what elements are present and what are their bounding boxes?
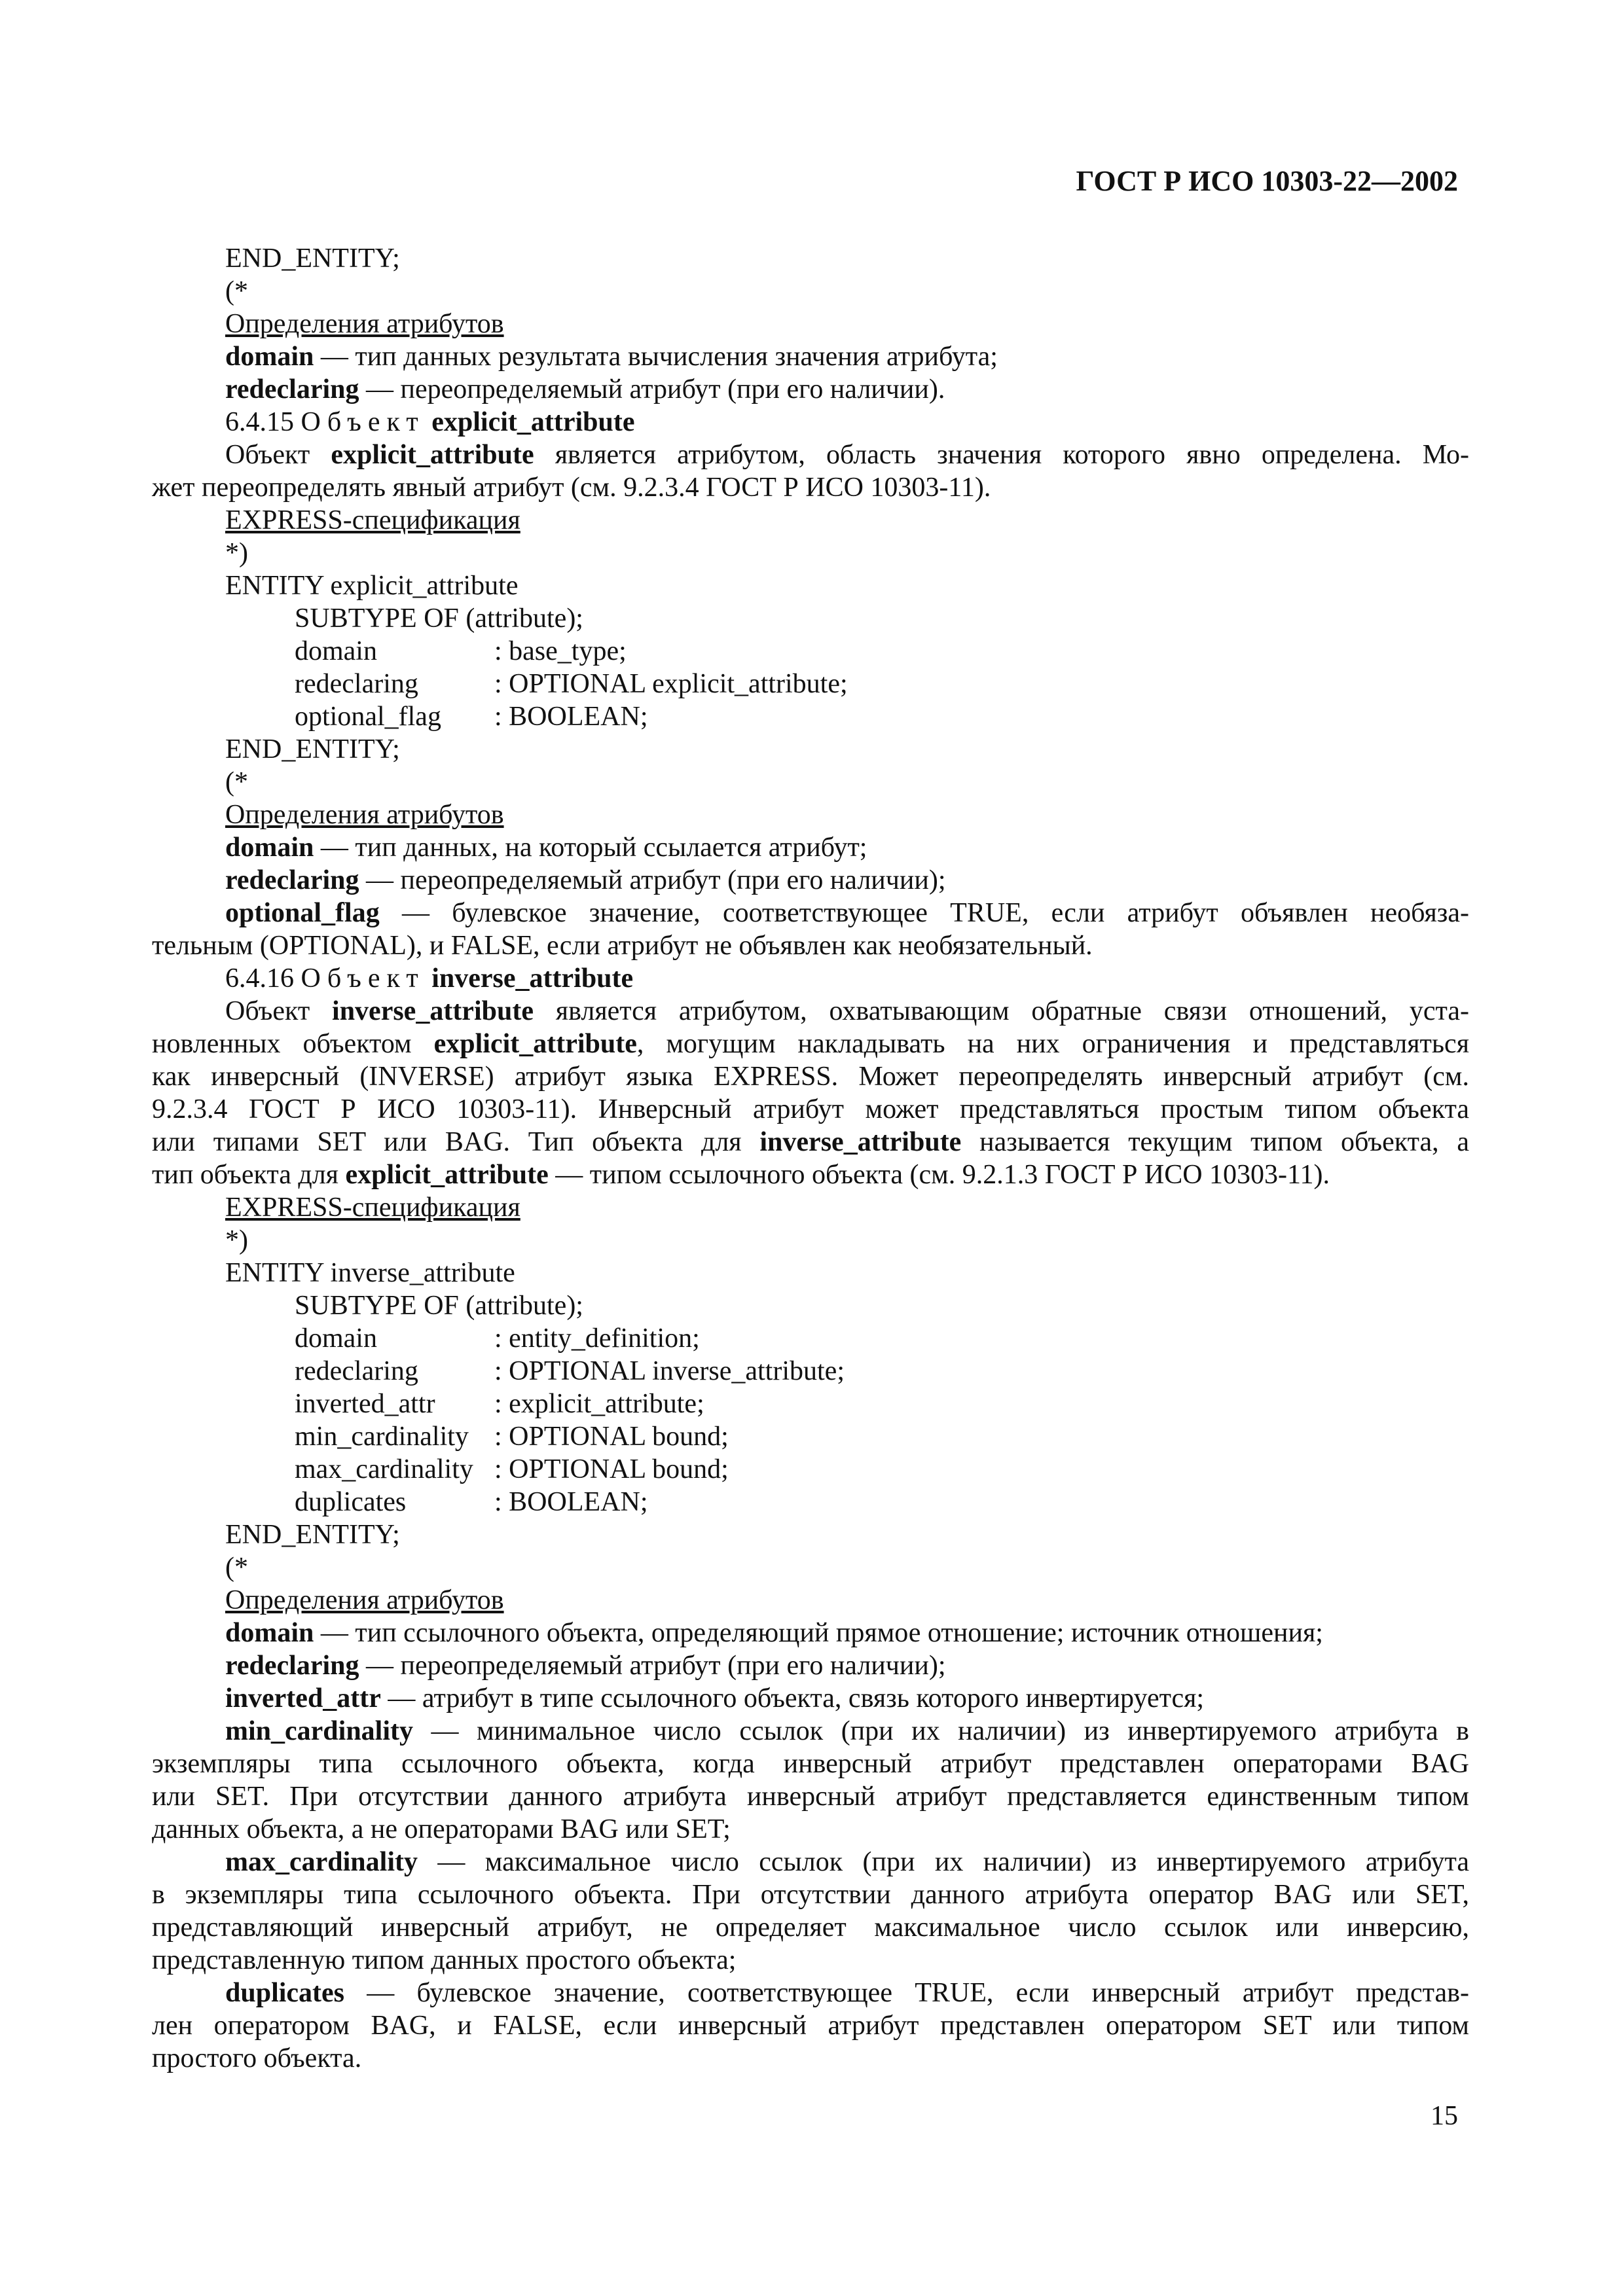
code-attribute bbox=[152, 700, 1469, 733]
term: redeclaring bbox=[225, 374, 359, 404]
paragraph-line: простого объекта. bbox=[152, 2043, 362, 2073]
definition-line: duplicates — булевское значение, соответствующее TRUE, если инверсный атрибут представ- bbox=[225, 1978, 1469, 2008]
clause-number: 6.4.16 bbox=[225, 963, 301, 994]
attribute-name: max_cardinality bbox=[295, 1454, 473, 1484]
definition-line: domain — тип данных, на который ссылается атрибут; bbox=[225, 833, 867, 863]
definition-line: redeclaring — переопределяемый атрибут (при его наличии); bbox=[225, 865, 946, 895]
code-attribute bbox=[152, 1486, 1469, 1518]
paragraph-line: тельным (OPTIONAL), и FALSE, если атрибут не объявлен как необязательный. bbox=[152, 931, 1093, 961]
section-heading bbox=[152, 308, 1469, 340]
paragraph-line: жет переопределять явный атрибут (см. 9.2.3.4 ГОСТ Р ИСО 10303-11). bbox=[152, 473, 991, 503]
paragraph-line: тип объекта для explicit_attribute — типом ссылочного объекта (см. 9.2.1.3 ГОСТ Р ИСО 10303-11). bbox=[152, 1160, 1330, 1190]
code-attribute bbox=[152, 635, 1469, 668]
term: explicit_attribute bbox=[331, 440, 534, 470]
paragraph-line: представленную типом данных простого объекта; bbox=[152, 1945, 737, 1975]
code-attribute bbox=[152, 1322, 1469, 1355]
code-line: *) bbox=[225, 1225, 248, 1255]
running-header: ГОСТ Р ИСО 10303-22—2002 bbox=[1076, 165, 1458, 197]
term: inverted_attr bbox=[225, 1683, 381, 1713]
attribute-type: : BOOLEAN; bbox=[494, 1487, 648, 1517]
attribute-type: : explicit_attribute; bbox=[494, 1389, 704, 1419]
attribute-type: : OPTIONAL inverse_attribute; bbox=[494, 1356, 845, 1386]
term: optional_flag bbox=[225, 898, 380, 928]
code-line: *) bbox=[225, 538, 248, 568]
paragraph-line: представляющий инверсный атрибут, не определяет максимальное число ссылок или инверсию, bbox=[152, 1912, 1469, 1943]
clause-heading bbox=[152, 406, 1469, 439]
paragraph-line: лен оператором BAG, и FALSE, если инверсный атрибут представлен оператором SET или типом bbox=[152, 2011, 1469, 2041]
paragraph-line: новленных объектом explicit_attribute, могущим накладывать на них ограничения и представляться bbox=[152, 1029, 1470, 1059]
paragraph-line: данных объекта, а не операторами BAG или SET; bbox=[152, 1814, 731, 1844]
code-line: END_ENTITY; bbox=[225, 1520, 400, 1550]
definition-line: domain — тип ссылочного объекта, определяющий прямое отношение; источник отношения; bbox=[225, 1618, 1323, 1648]
code-line: (* bbox=[225, 1552, 248, 1583]
attribute-name: min_cardinality bbox=[295, 1422, 469, 1452]
definition-line: inverted_attr — атрибут в типе ссылочного объекта, связь которого инвертируется; bbox=[225, 1683, 1205, 1713]
attribute-name: domain bbox=[295, 636, 377, 666]
definition-text: — тип данных результата вычисления значения атрибута; bbox=[314, 342, 998, 372]
clause-word: Объект bbox=[301, 407, 425, 437]
paragraph-line: экземпляры типа ссылочного объекта, когда инверсный атрибут представлен операторами BAG bbox=[152, 1749, 1469, 1779]
code-line: (* bbox=[225, 767, 248, 797]
clause-heading bbox=[152, 962, 1469, 995]
section-heading bbox=[152, 1584, 1469, 1617]
term: max_cardinality bbox=[225, 1847, 418, 1877]
attribute-type: : base_type; bbox=[494, 636, 627, 666]
page-number: 15 bbox=[1431, 2101, 1458, 2131]
code-attribute bbox=[152, 668, 1469, 700]
heading-text: Определения атрибутов bbox=[225, 1585, 504, 1615]
term: min_cardinality bbox=[225, 1716, 414, 1746]
term: explicit_attribute bbox=[433, 1029, 637, 1059]
heading-text: Определения атрибутов bbox=[225, 800, 504, 830]
term: domain bbox=[225, 1618, 314, 1648]
code-line: ENTITY explicit_attribute bbox=[225, 571, 519, 601]
paragraph-line: Объект inverse_attribute является атрибутом, охватывающим обратные связи отношений, уста- bbox=[225, 996, 1469, 1026]
code-line: END_ENTITY; bbox=[225, 734, 400, 764]
attribute-name: redeclaring bbox=[295, 1356, 418, 1386]
clause-entity: explicit_attribute bbox=[424, 407, 635, 437]
heading-text: EXPRESS-спецификация bbox=[225, 505, 520, 535]
code-attribute bbox=[152, 1355, 1469, 1388]
paragraph-line: как инверсный (INVERSE) атрибут языка EXPRESS. Может переопределять инверсный атрибут (см. bbox=[152, 1062, 1469, 1092]
term: redeclaring bbox=[225, 865, 359, 895]
section-heading bbox=[152, 504, 1469, 537]
term: inverse_attribute bbox=[332, 996, 534, 1026]
definition-text: — переопределяемый атрибут (при его наличии). bbox=[359, 374, 945, 404]
definition-line bbox=[152, 373, 1469, 406]
section-heading bbox=[152, 798, 1469, 831]
attribute-type: : BOOLEAN; bbox=[494, 702, 648, 732]
code-line: (* bbox=[225, 276, 248, 306]
attribute-name: redeclaring bbox=[295, 669, 418, 699]
code-attribute bbox=[152, 1388, 1469, 1420]
heading-text: Определения атрибутов bbox=[225, 309, 504, 339]
attribute-type: : OPTIONAL bound; bbox=[494, 1454, 729, 1484]
code-line: SUBTYPE OF (attribute); bbox=[295, 603, 583, 634]
term: redeclaring bbox=[225, 1651, 359, 1681]
attribute-type: : OPTIONAL bound; bbox=[494, 1422, 729, 1452]
term: domain bbox=[225, 342, 314, 372]
term: explicit_attribute bbox=[345, 1160, 549, 1190]
code-line: ENTITY inverse_attribute bbox=[225, 1258, 515, 1288]
section-heading bbox=[152, 1191, 1469, 1224]
page-body bbox=[152, 242, 1469, 2075]
term: inverse_attribute bbox=[759, 1127, 962, 1157]
attribute-name: optional_flag bbox=[295, 702, 441, 732]
clause-entity: inverse_attribute bbox=[424, 963, 634, 994]
heading-text: EXPRESS-спецификация bbox=[225, 1193, 520, 1223]
attribute-name: inverted_attr bbox=[295, 1389, 435, 1419]
attribute-type: : OPTIONAL explicit_attribute; bbox=[494, 669, 848, 699]
attribute-type: : entity_definition; bbox=[494, 1323, 700, 1354]
term: domain bbox=[225, 833, 314, 863]
definition-line bbox=[152, 340, 1469, 373]
definition-line: min_cardinality — минимальное число ссылок (при их наличии) из инвертируемого атрибута в bbox=[225, 1716, 1469, 1746]
clause-word: Объект bbox=[301, 963, 425, 994]
definition-line: optional_flag — булевское значение, соответствующее TRUE, если атрибут объявлен необяза- bbox=[225, 898, 1469, 928]
attribute-name: duplicates bbox=[295, 1487, 407, 1517]
code-line: END_ENTITY; bbox=[225, 243, 400, 274]
clause-number: 6.4.15 bbox=[225, 407, 301, 437]
definition-line: redeclaring — переопределяемый атрибут (при его наличии); bbox=[225, 1651, 946, 1681]
code-attribute bbox=[152, 1420, 1469, 1453]
term: duplicates bbox=[225, 1978, 345, 2008]
code-line: SUBTYPE OF (attribute); bbox=[295, 1291, 583, 1321]
paragraph-line: в экземпляры типа ссылочного объекта. При отсутствии данного атрибута оператор BAG или SET, bbox=[152, 1880, 1469, 1910]
attribute-name: domain bbox=[295, 1323, 377, 1354]
definition-line: max_cardinality — максимальное число ссылок (при их наличии) из инвертируемого атрибута bbox=[225, 1847, 1469, 1877]
paragraph-line: или SET. При отсутствии данного атрибута инверсный атрибут представляется единственным типом bbox=[152, 1782, 1469, 1812]
paragraph-line: 9.2.3.4 ГОСТ Р ИСО 10303-11). Инверсный атрибут может представляться простым типом объекта bbox=[152, 1094, 1469, 1124]
code-attribute bbox=[152, 1453, 1469, 1486]
paragraph-line: или типами SET или BAG. Тип объекта для inverse_attribute называется текущим типом объекта, а bbox=[152, 1127, 1469, 1157]
paragraph-line: Объект explicit_attribute является атрибутом, область значения которого явно определена. Мо- bbox=[225, 440, 1469, 470]
